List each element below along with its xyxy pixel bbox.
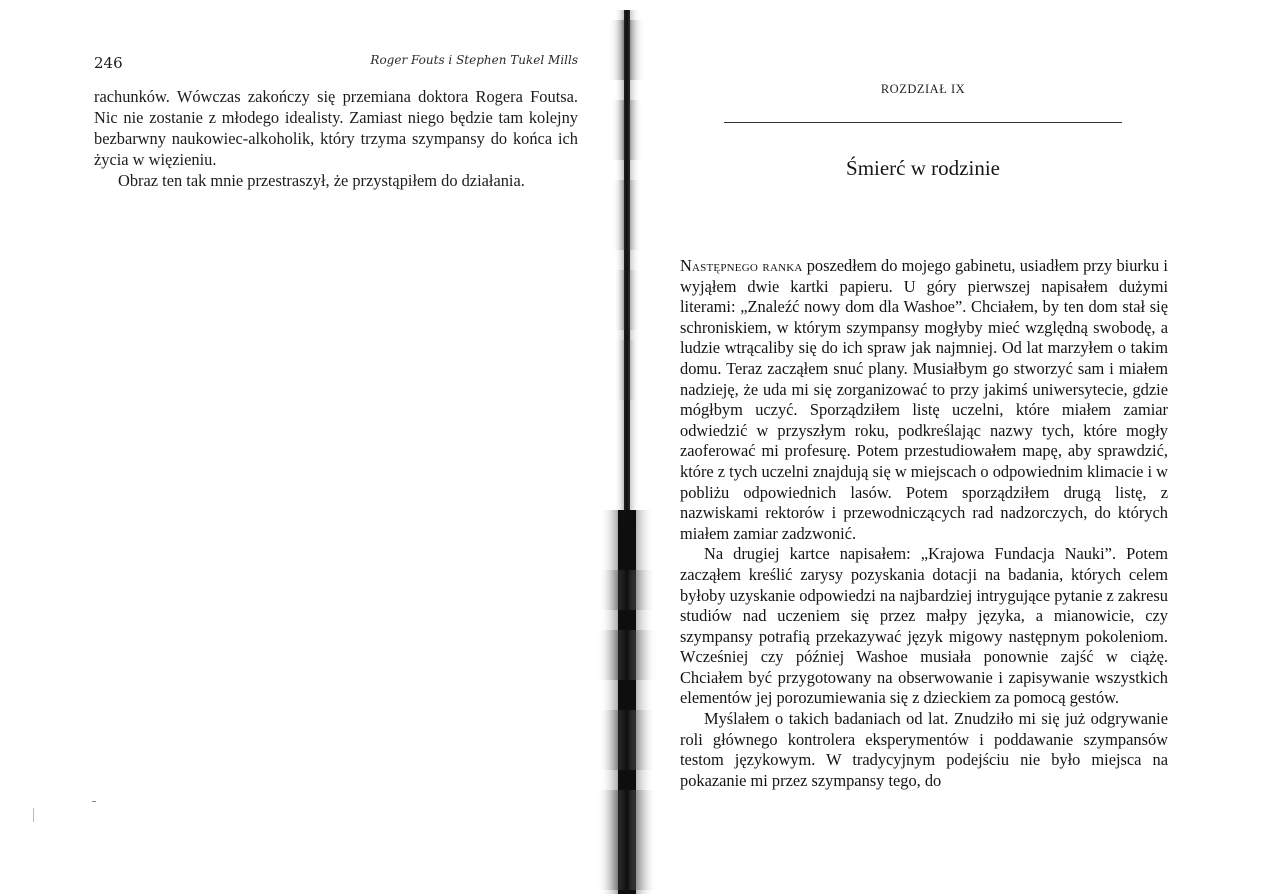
scan-speck <box>92 801 96 802</box>
opening-smallcaps: Następnego ranka <box>680 256 803 275</box>
right-paragraph-1 <box>680 256 1168 544</box>
binding-gutter-shadow <box>594 10 660 894</box>
chapter-label: ROZDZIAŁ IX <box>880 82 966 96</box>
right-paragraph-2: Na drugiej kartce napisałem: „Krajowa Fundacja Nauki”. Potem zacząłem kreślić zarysy pozyskania dotacji na badania, których celem byłoby uzyskanie odpowiedzi na najbardziej intrygujące pytanie z zakresu studiów nad uczeniem się przez małpy języka, a mianowicie, czy szympansy potrafią przekazywać język migowy następnym pokoleniom. Wcześniej czy później Washoe musiała ponownie zajść w ciążę. Chciałem być przygotowany na obserwowanie i zapisywanie wszystkich elementów jej porozumiewania się z dzieckiem za pomocą gestów. <box>680 544 1168 708</box>
chapter-title: Śmierć w rodzinie <box>846 156 1000 180</box>
left-page-body <box>94 86 578 191</box>
paragraph-1-text: poszedłem do mojego gabinetu, usiadłem przy biurku i wyjąłem dwie kartki papieru. U góry pierwszej napisałem dużymi literami: „Znaleźć nowy dom dla Washoe”. Chciałem, by ten dom stał się schroniskiem, w którym szympansy mogłyby mieć względną swobodę, a ludzie wtrącaliby się do ich spraw jak najmniej. Od lat marzyłem o takim domu. Teraz zacząłem snuć plany. Musiałbym go stworzyć sam i miałem nadzieję, że uda mi się zorganizować to przy jakimś uniwersytecie, gdzie mógłbym uczyć. Sporządziłem listę uczelni, które miałem zamiar odwiedzić w przyszłym roku, podkreślając nazwy tych, które mogły zaoferować mi profesurę. Potem przestudiowałem mapę, aby sprawdzić, które z tych uczelni znajdują się w miejscach o odpowiednim klimacie i w pobliżu odpowiednich lasów. Potem sporządziłem drugą listę, z nazwiskami rektorów i przewodniczących rad nadzorczych, do których miałem zamiar zadzwonić. <box>680 256 1168 543</box>
scan-speck <box>33 808 34 822</box>
left-paragraph-1: rachunków. Wówczas zakończy się przemiana doktora Rogera Foutsa. Nic nie zostanie z młodego idealisty. Zamiast niego będzie tam kolejny bezbarwny naukowiec-alkoholik, który trzyma szympansy do końca ich życia w więzieniu. <box>94 87 578 169</box>
running-head: Roger Fouts i Stephen Tukel Mills <box>370 53 578 67</box>
chapter-divider <box>724 122 1122 123</box>
page-number: 246 <box>94 54 123 72</box>
right-paragraph-3: Myślałem o takich badaniach od lat. Znudziło mi się już odgrywanie roli głównego kontrolera eksperymentów i poddawanie szympansów testom językowym. W tradycyjnym podejściu nie było miejsca na pokazanie mi przez szympansy tego, do <box>680 709 1168 790</box>
right-page-body <box>680 256 1168 791</box>
left-paragraph-2: Obraz ten tak mnie przestraszył, że przystąpiłem do działania. <box>118 171 525 190</box>
